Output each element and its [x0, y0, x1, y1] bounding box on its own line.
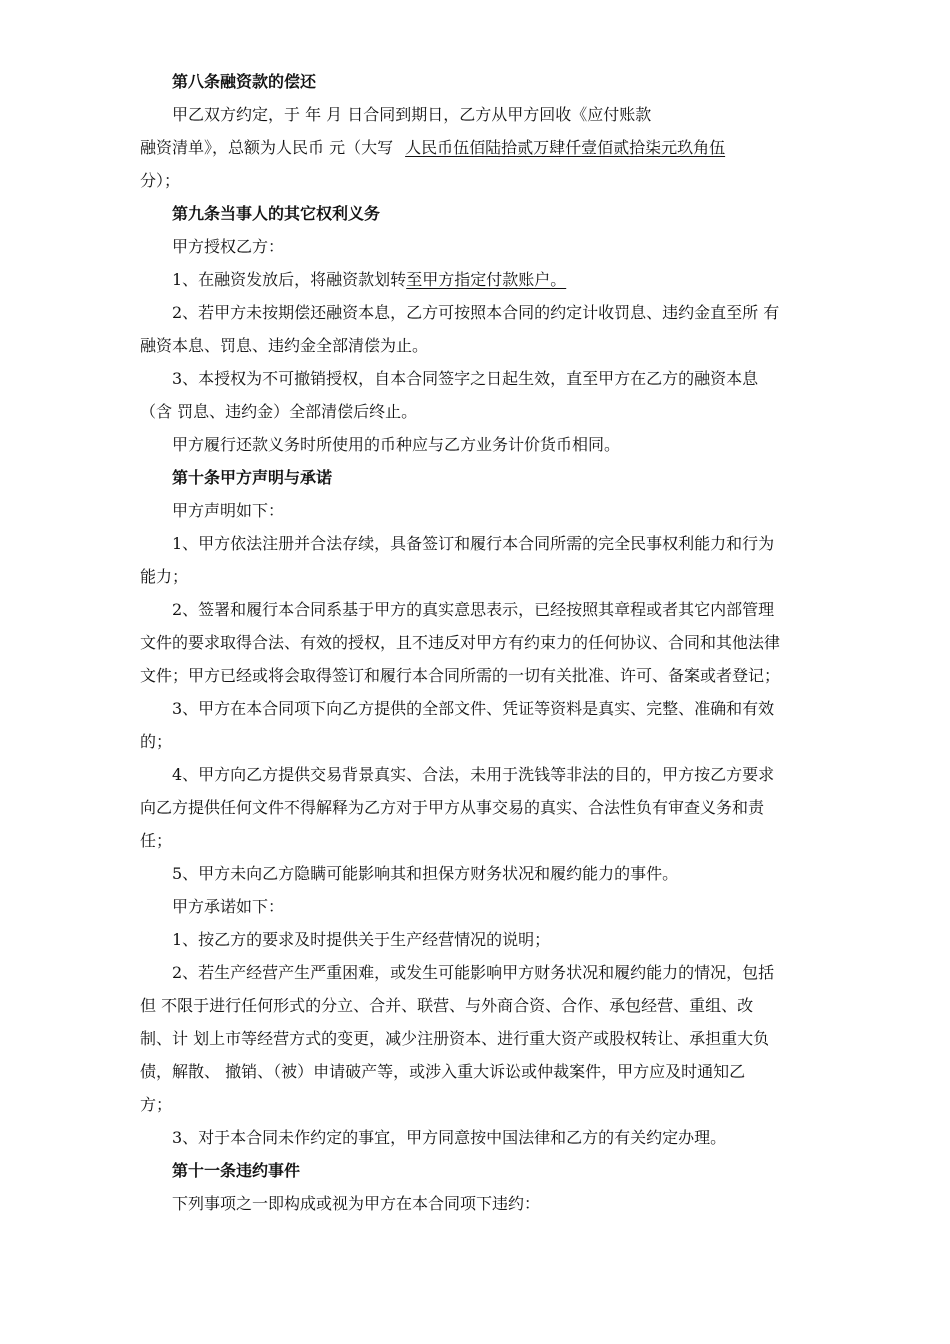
article-9-item-2-line-2: 融资本息、罚息、违约金全部清偿为止。 — [140, 336, 429, 355]
article-9-item-1-text: 1、在融资发放后，将融资款划转 — [172, 270, 407, 289]
article-11-title: 第十一条违约事件 — [172, 1161, 301, 1180]
article-9-item-3-line-2: （含 罚息、违约金）全部清偿后终止。 — [140, 402, 418, 421]
article-9-currency: 甲方履行还款义务时所使用的币种应与乙方业务计价货币相同。 — [172, 435, 621, 454]
article-10-promise-1: 1、按乙方的要求及时提供关于生产经营情况的说明； — [172, 930, 551, 949]
article-8-para-line-3: 分）； — [140, 171, 181, 190]
article-8-amount-in-words: 人民币伍佰陆拾贰万肆仟壹佰贰拾柒元玖角伍 — [405, 138, 726, 157]
article-10-decl-1-line-1: 1、甲方依法注册并合法存续，具备签订和履行本合同所需的完全民事权利能力和行为 — [172, 534, 775, 553]
article-10-promise-2-line-5: 方； — [140, 1095, 173, 1114]
article-10-decl-3-line-2: 的； — [140, 732, 173, 751]
article-8-total-text: 融资清单》，总额为人民币 元（大写 — [140, 138, 394, 157]
article-10-promise-3: 3、对于本合同未作约定的事宜，甲方同意按中国法律和乙方的有关约定办理。 — [172, 1128, 727, 1147]
article-10-promise-intro: 甲方承诺如下： — [172, 897, 285, 916]
article-8-title: 第八条融资款的偿还 — [172, 72, 317, 91]
article-10-decl-2-line-2: 文件的要求取得合法、有效的授权，且不违反对甲方有约束力的任何协议、合同和其他法律 — [140, 633, 781, 652]
article-9-item-1-account: 至甲方指定付款账户。 — [406, 270, 567, 289]
article-10-promise-2-line-3: 制、计 划上市等经营方式的变更，减少注册资本、进行重大资产或股权转让、承担重大负 — [140, 1029, 770, 1048]
article-10-decl-4-line-1: 4、甲方向乙方提供交易背景真实、合法，未用于洗钱等非法的目的，甲方按乙方要求 — [172, 765, 775, 784]
article-9-item-3-line-1: 3、本授权为不可撤销授权，自本合同签字之日起生效，直至甲方在乙方的融资本息 — [172, 369, 759, 388]
article-9-item-1 — [172, 270, 566, 290]
article-10-promise-2-line-1: 2、若生产经营产生严重困难，或发生可能影响甲方财务状况和履约能力的情况，包括 — [172, 963, 775, 982]
article-10-decl-5: 5、甲方未向乙方隐瞒可能影响其和担保方财务状况和履约能力的事件。 — [172, 864, 679, 883]
article-10-title: 第十条甲方声明与承诺 — [172, 468, 333, 487]
article-10-promise-2-line-4: 债，解散、 撤销、（被）申请破产等，或涉入重大诉讼或仲裁案件，甲方应及时通知乙 — [140, 1062, 746, 1081]
article-8-para-line-1: 甲乙双方约定，于 年 月 日合同到期日，乙方从甲方回收《应付账款 — [172, 105, 652, 124]
article-10-decl-3-line-1: 3、甲方在本合同项下向乙方提供的全部文件、凭证等资料是真实、完整、准确和有效 — [172, 699, 775, 718]
article-10-decl-1-line-2: 能力； — [140, 567, 189, 586]
article-10-decl-2-line-1: 2、签署和履行本合同系基于甲方的真实意思表示，已经按照其章程或者其它内部管理 — [172, 600, 775, 619]
article-10-declaration-intro: 甲方声明如下： — [172, 501, 285, 520]
article-10-promise-2-line-2: 但 不限于进行任何形式的分立、合并、联营、与外商合资、合作、承包经营、重组、改 — [140, 996, 754, 1015]
article-10-decl-4-line-3: 任； — [140, 831, 173, 850]
article-9-title: 第九条当事人的其它权利义务 — [172, 204, 381, 223]
article-11-intro: 下列事项之一即构成或视为甲方在本合同项下违约： — [172, 1194, 541, 1213]
article-9-item-2-line-1: 2、若甲方未按期偿还融资本息，乙方可按照本合同的约定计收罚息、违约金直至所 有 — [172, 303, 780, 322]
article-8-para-line-2 — [140, 138, 725, 158]
article-10-decl-4-line-2: 向乙方提供任何文件不得解释为乙方对于甲方从事交易的真实、合法性负有审查义务和责 — [140, 798, 765, 817]
article-10-decl-2-line-3: 文件；甲方已经或将会取得签订和履行本合同所需的一切有关批准、许可、备案或者登记； — [140, 666, 781, 685]
article-9-authorization: 甲方授权乙方： — [172, 237, 285, 256]
